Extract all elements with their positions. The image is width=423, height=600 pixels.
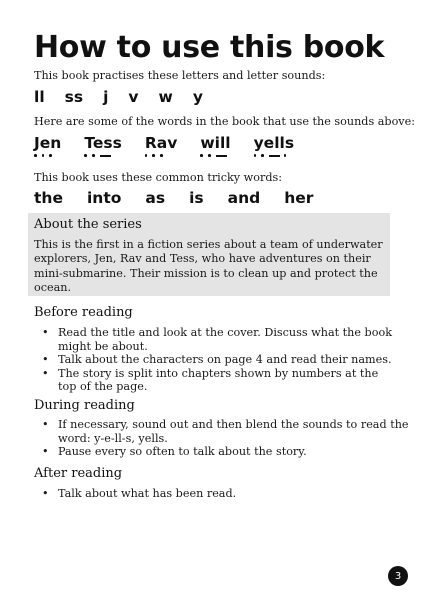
tricky-words-row <box>34 189 337 207</box>
sound-dot-mark <box>42 154 45 157</box>
sound-dash-mark <box>100 155 111 157</box>
word-text: Tess <box>84 134 122 152</box>
intro-letters-text: This book practises these letters and letter sounds: <box>34 69 326 82</box>
sound-dot-mark <box>145 154 148 157</box>
during-reading-list <box>34 418 409 459</box>
tricky-word: her <box>284 189 314 207</box>
sound-dot-mark <box>152 154 155 157</box>
list-item: • Read the title and look at the cover. Discuss what the book might be about. <box>34 326 392 353</box>
sound-dot-mark <box>92 154 95 157</box>
page-title: How to use this book <box>34 30 385 65</box>
tricky-word: the <box>34 189 63 207</box>
word-item <box>145 134 178 159</box>
about-series-box <box>28 213 390 296</box>
word-text: Rav <box>144 134 178 152</box>
letter: v <box>128 88 139 106</box>
sound-dot-mark <box>284 154 287 157</box>
tricky-word: is <box>189 189 204 207</box>
about-series-text: This is the first in a fiction series about a team of underwater explorers, Jen, Rav and Tess, who have adventures on their mini-submarine. Their mission is to clean up and protect the ocean. <box>34 238 383 294</box>
before-reading-list <box>34 326 392 394</box>
sound-marks <box>145 153 178 159</box>
about-series-heading: About the series <box>34 217 142 232</box>
letter: w <box>158 88 173 106</box>
intro-words-text: Here are some of the words in the book that use the sounds above: <box>34 115 416 128</box>
letter: j <box>103 88 109 106</box>
sound-dot-mark <box>254 154 257 157</box>
sound-dash-mark <box>216 155 227 157</box>
sound-marks <box>254 153 294 159</box>
sound-dot-mark <box>49 154 52 157</box>
before-reading-heading: Before reading <box>34 305 133 320</box>
word-item <box>200 134 230 159</box>
tricky-word: and <box>227 189 261 207</box>
word-item <box>254 134 294 159</box>
after-reading-list <box>34 487 236 501</box>
after-reading-heading: After reading <box>34 466 123 481</box>
word-item <box>34 134 61 159</box>
word-text: yells <box>253 134 295 152</box>
sound-dot-mark <box>160 154 163 157</box>
sound-dash-mark <box>269 155 280 157</box>
list-item: • Pause every so often to talk about the story. <box>34 445 409 459</box>
sound-marks <box>84 153 121 159</box>
sound-dot-mark <box>200 154 203 157</box>
sound-marks <box>34 153 61 159</box>
letters-row <box>34 88 223 106</box>
list-item: • The story is split into chapters shown by numbers at the top of the page. <box>34 367 392 394</box>
sound-dot-mark <box>34 154 37 157</box>
page-number: 3 <box>388 566 408 586</box>
word-item <box>84 134 121 159</box>
letter: ll <box>34 88 45 106</box>
word-text: will <box>200 134 231 152</box>
sound-marks <box>200 153 230 159</box>
letter: ss <box>64 88 84 106</box>
tricky-word: into <box>86 189 122 207</box>
sound-dot-mark <box>84 154 87 157</box>
tricky-word: as <box>145 189 166 207</box>
list-item: • Talk about the characters on page 4 and read their names. <box>34 353 392 367</box>
list-item: • If necessary, sound out and then blend the sounds to read the word: y-e-ll-s, yells. <box>34 418 409 445</box>
word-text: Jen <box>34 134 62 152</box>
letter: y <box>192 88 203 106</box>
during-reading-heading: During reading <box>34 398 135 413</box>
list-item: • Talk about what has been read. <box>34 487 236 501</box>
words-row <box>34 134 317 159</box>
sound-dot-mark <box>208 154 211 157</box>
sound-dot-mark <box>261 154 264 157</box>
intro-tricky-text: This book uses these common tricky words: <box>34 171 283 184</box>
